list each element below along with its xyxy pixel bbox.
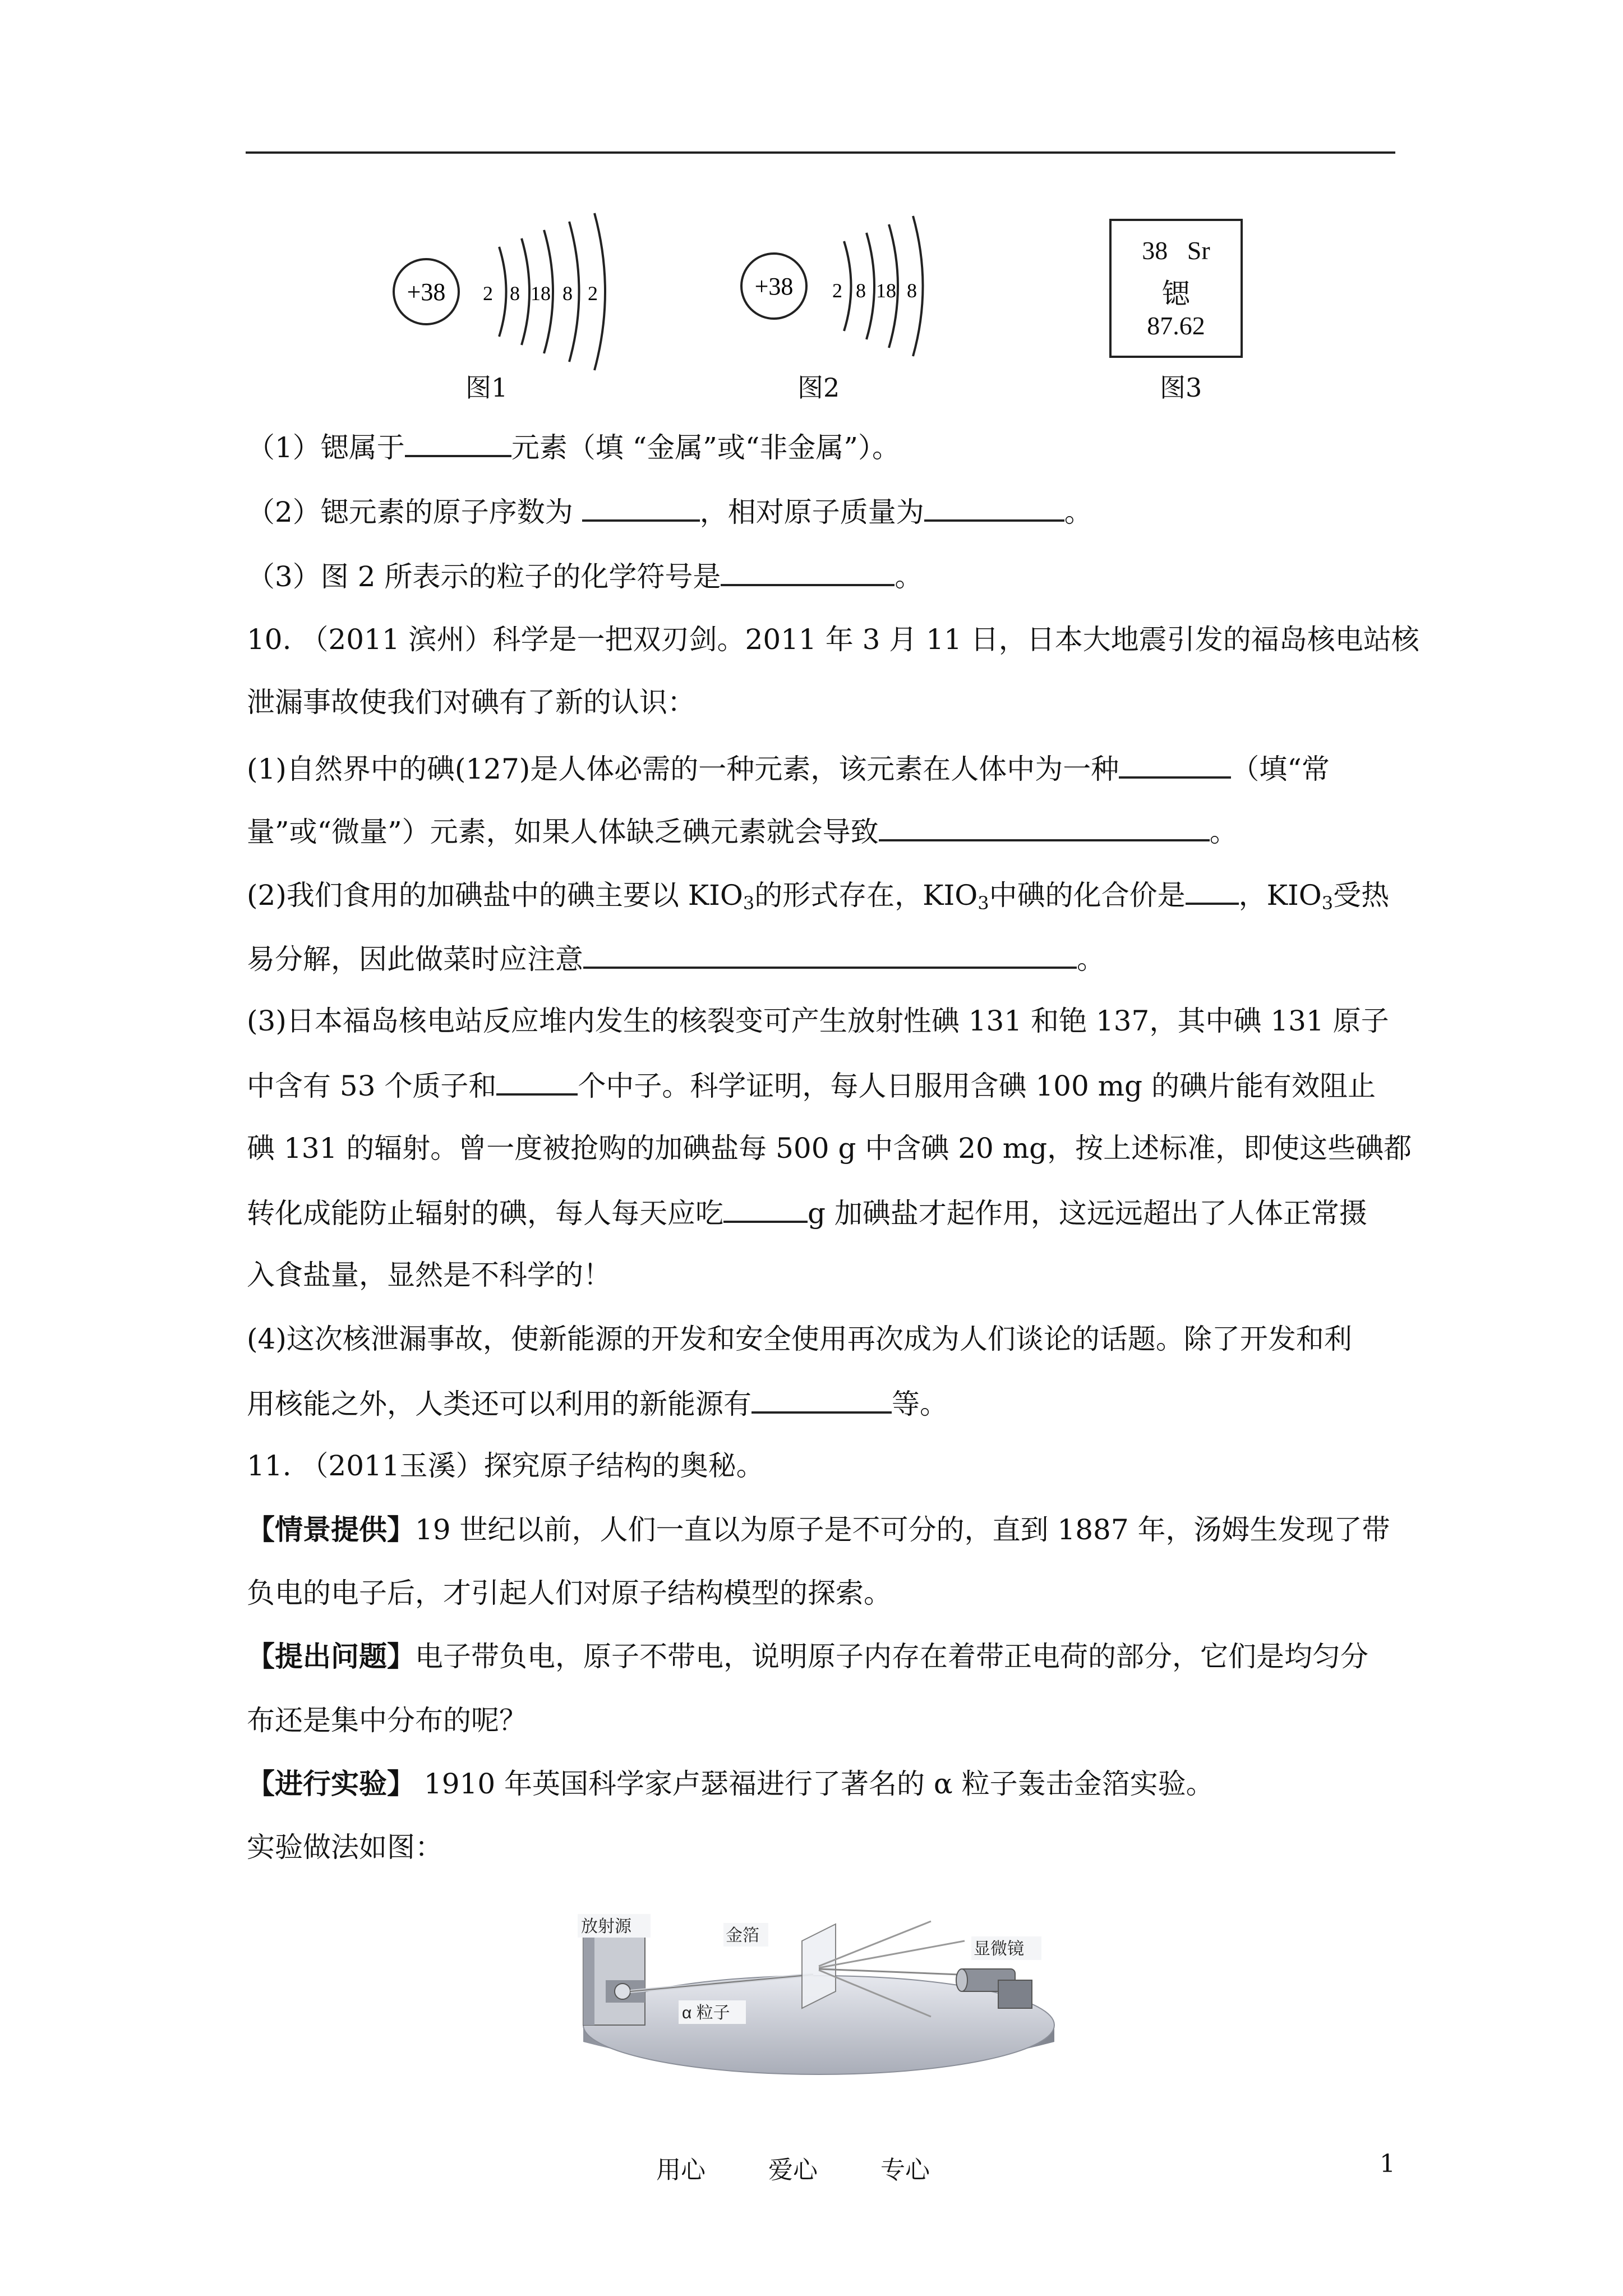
- blank-metal-type[interactable]: [405, 429, 511, 457]
- q10-line-11: 入食盐量，显然是不科学的！: [247, 1259, 611, 1291]
- q9-part1: （1）锶属于 元素（填 “金属”或“非金属”）。: [247, 429, 900, 464]
- blank-new-energy[interactable]: [751, 1386, 892, 1414]
- q11-line-1: 11. （2011玉溪）探究原子结构的奥秘。: [247, 1450, 764, 1482]
- q11-line-7: 实验做法如图：: [247, 1831, 443, 1864]
- label-microscope: 显微镜: [974, 1940, 1024, 1958]
- blank-valence[interactable]: [1186, 877, 1239, 905]
- element-card-strontium: [1109, 219, 1243, 358]
- fig1-caption: 图1: [465, 372, 508, 403]
- element-symbol: Sr: [1187, 236, 1210, 265]
- rutherford-apparatus-figure: [572, 1902, 1066, 2098]
- footer-motto-3: 专心: [880, 2156, 930, 2184]
- footer-motto-2: 爱心: [768, 2156, 818, 2184]
- q10-line-4: 量”或“微量”）元素，如果人体缺乏碘元素就会导致 。: [247, 813, 1238, 849]
- fig2-shell-4: 8: [907, 279, 917, 302]
- fig1-shell-3: 18: [531, 282, 551, 305]
- blank-atomic-number[interactable]: [582, 494, 700, 522]
- footer-motto-1: 用心: [656, 2156, 706, 2184]
- blank-deficiency-disease[interactable]: [879, 813, 1210, 841]
- label-source: 放射源: [581, 1917, 631, 1936]
- q10-line-1: 10. （2011 滨州）科学是一把双刃剑。2011 年 3 月 11 日，日本大地震引发的福岛核电站核: [247, 623, 1419, 656]
- fig1-shell-5: 2: [588, 282, 598, 305]
- q11-line-2: 【情景提供】19 世纪以前，人们一直以为原子是不可分的，直到 1887 年，汤姆生发现了带: [247, 1513, 1390, 1546]
- blank-atomic-mass[interactable]: [924, 494, 1064, 522]
- q10-line-10: 转化成能防止辐射的碘，每人每天应吃 g 加碘盐才起作用，这远远超出了人体正常摄: [247, 1195, 1367, 1230]
- fig2-nucleus: +38: [754, 273, 794, 300]
- q10-line-6: 易分解，因此做菜时应注意 。: [247, 941, 1105, 976]
- q10-line-9: 碘 131 的辐射。曾一度被抢购的加碘盐每 500 g 中含碘 20 mg，按上述标准，即使这些碘都: [247, 1132, 1412, 1165]
- fig2-shell-1: 2: [832, 279, 842, 302]
- label-foil: 金箔: [726, 1926, 759, 1945]
- q10-line-2: 泄漏事故使我们对碘有了新的认识：: [247, 686, 695, 719]
- fig2-shell-3: 18: [876, 279, 896, 302]
- q10-line-13: 用核能之外，人类还可以利用的新能源有 等。: [247, 1386, 948, 1421]
- label-alpha-particle: α 粒子: [682, 2004, 730, 2022]
- element-mass: 87.62: [1147, 311, 1205, 340]
- blank-element-amount[interactable]: [1119, 751, 1231, 779]
- fig1-shell-1: 2: [483, 282, 493, 305]
- q11-line-3: 负电的电子后，才引起人们对原子结构模型的探索。: [247, 1577, 892, 1609]
- q10-line-3: (1)自然界中的碘(127)是人体必需的一种元素，该元素在人体中为一种 （填“常: [247, 751, 1330, 786]
- q9-part3: （3）图 2 所表示的粒子的化学符号是 。: [247, 558, 923, 593]
- blank-neutrons[interactable]: [496, 1068, 578, 1096]
- fig2-shell-2: 8: [856, 279, 866, 302]
- blank-cooking-note[interactable]: [583, 941, 1077, 969]
- blank-ion-symbol[interactable]: [721, 558, 895, 586]
- page-number: 1: [1380, 2150, 1395, 2178]
- fig3-caption: 图3: [1160, 372, 1202, 403]
- figure-1-atom-diagram: [387, 208, 611, 348]
- blank-salt-grams[interactable]: [723, 1195, 808, 1223]
- q10-line-5: (2)我们食用的加碘盐中的碘主要以 $KIO_3$的形式存在，$KIO_3$中碘的化合价是 ，$KIO_3$受热: [247, 877, 1389, 920]
- q10-line-12: (4)这次核泄漏事故，使新能源的开发和安全使用再次成为人们谈论的话题。除了开发和利: [247, 1323, 1352, 1355]
- fig1-nucleus: +38: [407, 278, 446, 306]
- fig1-shell-2: 8: [510, 282, 520, 305]
- q11-line-5: 布还是集中分布的呢？: [247, 1704, 527, 1737]
- q11-line-4: 【提出问题】电子带负电，原子不带电，说明原子内存在着带正电荷的部分，它们是均匀分: [247, 1640, 1368, 1673]
- element-number: 38: [1142, 236, 1168, 265]
- figure-2-ion-diagram: [735, 208, 937, 337]
- element-number-symbol: [1112, 236, 1241, 265]
- q11-line-6: 【进行实验】 1910 年英国科学家卢瑟福进行了著名的 α 粒子轰击金箔实验。: [247, 1767, 1214, 1800]
- fig1-shell-4: 8: [562, 282, 573, 305]
- header-rule: [246, 151, 1395, 154]
- element-name: 锶: [1162, 278, 1190, 310]
- fig2-caption: 图2: [797, 372, 840, 403]
- q9-part2: （2）锶元素的原子序数为 ，相对原子质量为 。: [247, 494, 1092, 529]
- q10-line-7: (3)日本福岛核电站反应堆内发生的核裂变可产生放射性碘 131 和铯 137，其中碘 131 原子: [247, 1005, 1389, 1037]
- q10-line-8: 中含有 53 个质子和 个中子。科学证明，每人日服用含碘 100 mg 的碘片能有效阻止: [247, 1068, 1376, 1103]
